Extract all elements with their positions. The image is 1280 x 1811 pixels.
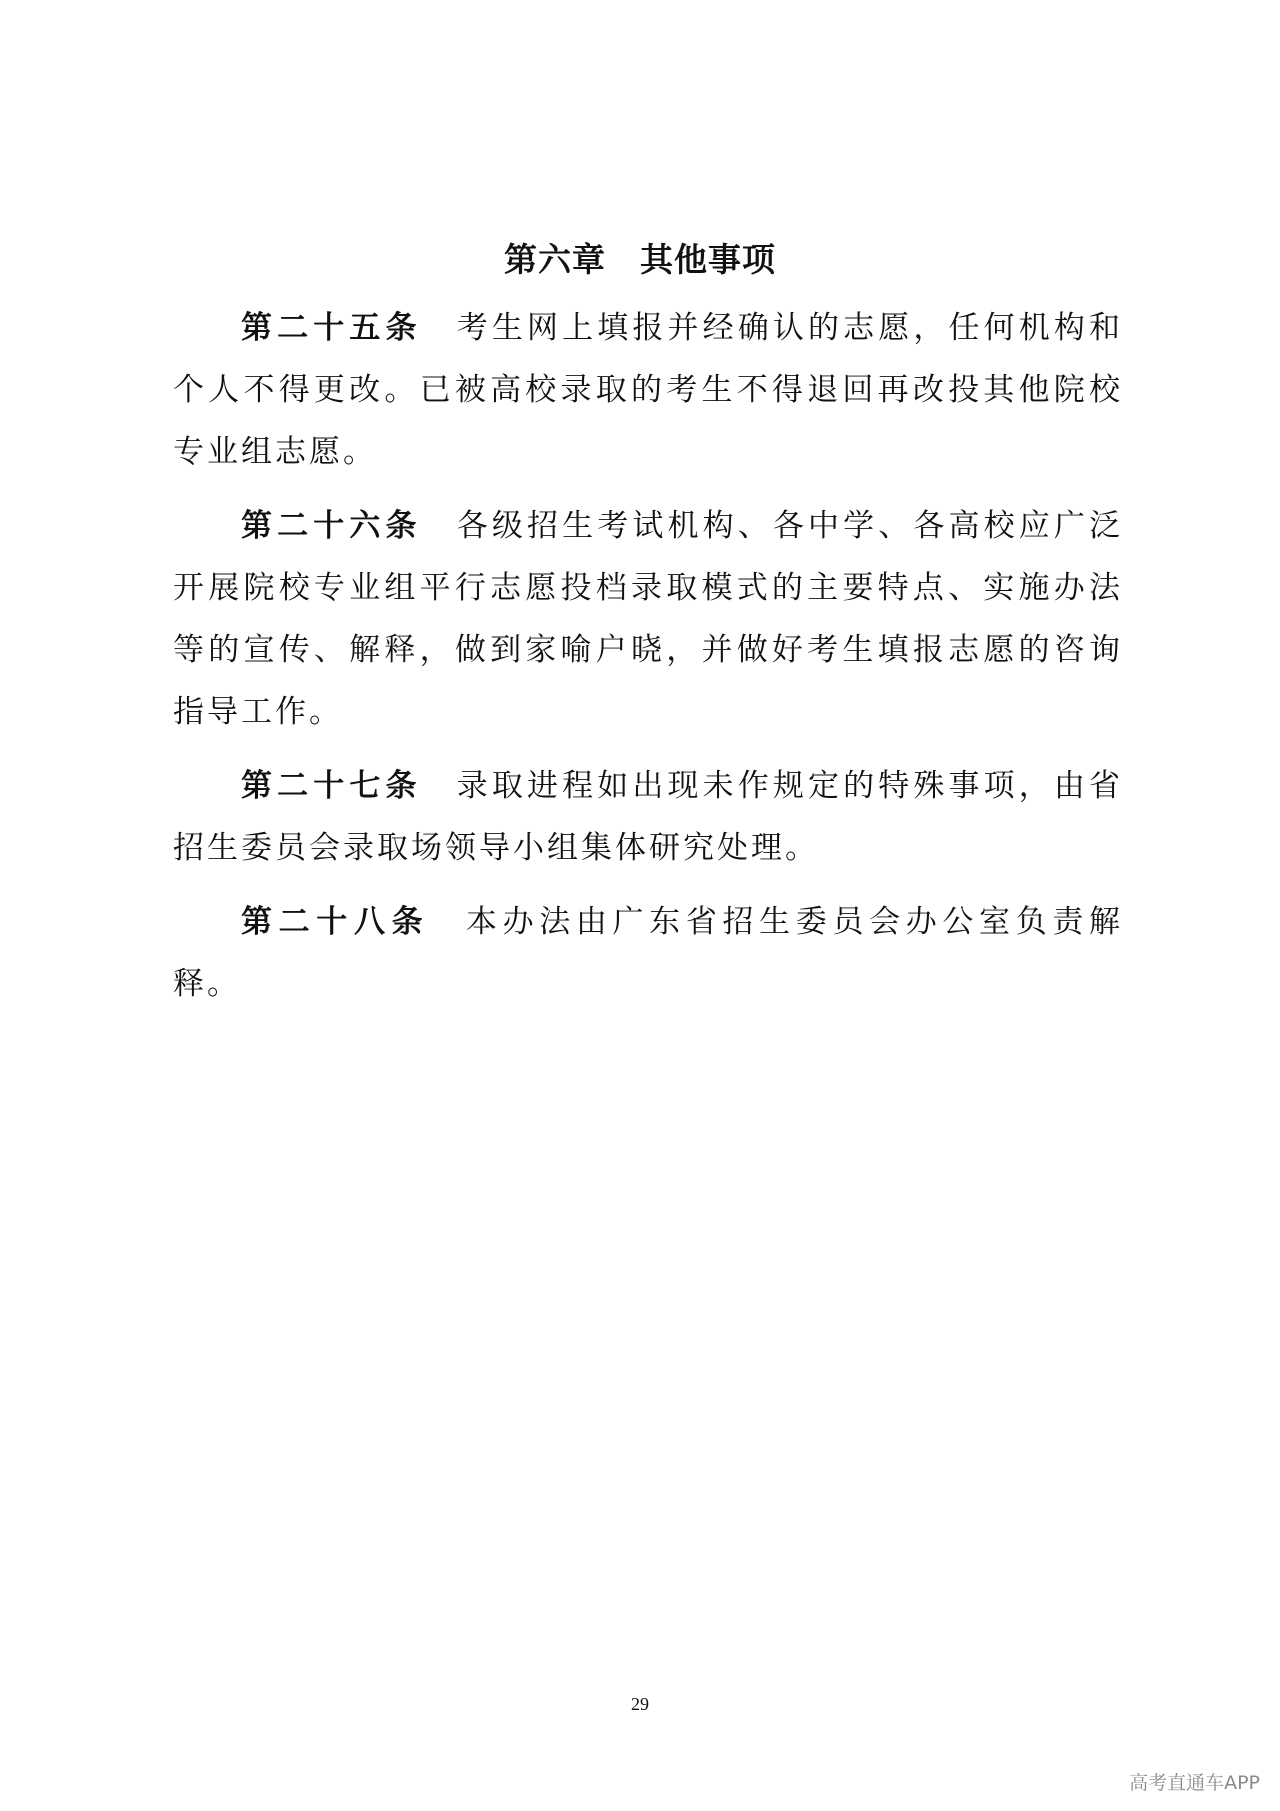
document-body [173,297,1123,1015]
article-number: 第二十六条 [241,508,422,544]
watermark: 高考直通车APP [1129,1772,1260,1794]
article-28 [173,891,1123,1015]
article-text: 考生网上填报并经确认的志愿，任何机构和个人不得更改。已被高校录取的考生不得退回再改投其他院校专业组志愿。 [173,310,1123,470]
article-27 [173,755,1123,879]
article-26 [173,495,1123,743]
article-number: 第二十五条 [241,310,422,346]
article-number: 第二十八条 [241,904,430,940]
article-25 [173,297,1123,483]
page-number: 29 [631,1694,649,1714]
article-number: 第二十七条 [241,768,422,804]
chapter-title: 第六章 其他事项 [504,240,776,279]
article-text: 本办法由广东省招生委员会办公室负责解释。 [173,904,1124,1002]
article-text: 录取进程如出现未作规定的特殊事项，由省招生委员会录取场领导小组集体研究处理。 [173,768,1123,866]
article-text: 各级招生考试机构、各中学、各高校应广泛开展院校专业组平行志愿投档录取模式的主要特点、实施办法等的宣传、解释，做到家喻户晓，并做好考生填报志愿的咨询指导工作。 [173,508,1123,730]
